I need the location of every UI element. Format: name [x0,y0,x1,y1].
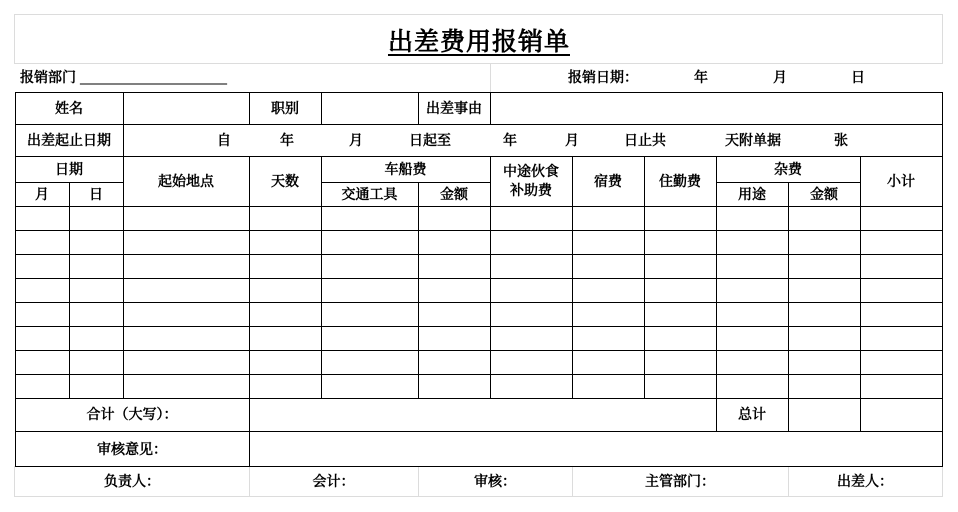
dept-blank[interactable]: _____________________ [80,69,227,85]
col-misc: 杂费 [774,162,802,178]
col-transport: 交通工具 [341,187,398,203]
sign-traveler: 出差人： [837,474,893,490]
period-sheets: 张 [834,133,848,149]
form-title: 出差费用报销单 [387,27,570,56]
col-duty: 住勤费 [659,174,701,190]
col-days: 天数 [271,174,299,190]
period-month2: 月 [565,133,579,149]
period-days-attach: 天附单据 [725,133,781,149]
sign-leader: 负责人： [104,474,160,490]
col-vehicle: 车船费 [384,162,427,178]
col-route: 起始地点 [158,174,214,190]
col-meal-line2: 补助费 [510,183,552,199]
date-day: 日 [851,70,865,86]
total-caps-label: 合计（大写）： [86,407,178,423]
reason-label: 出差事由 [426,101,482,117]
period-day-end: 日止共 [624,133,666,149]
col-purpose: 用途 [738,187,766,203]
period-from: 自 [217,133,231,149]
period-day-start: 日起至 [409,133,451,149]
date-month: 月 [773,70,787,86]
position-label: 职别 [271,101,299,117]
col-month: 月 [35,187,49,203]
sign-reviewer: 审核： [474,474,516,490]
dept-label: 报销部门 [20,70,76,86]
col-date: 日期 [55,162,83,178]
review-opinion-label: 审核意见： [97,442,167,458]
period-label: 出差起止日期 [27,133,111,149]
col-day: 日 [89,187,103,203]
period-month1: 月 [349,133,363,149]
col-amount-vehicle: 金额 [440,187,468,203]
date-year: 年 [694,70,708,86]
sign-supervisor-dept: 主管部门： [645,474,715,490]
col-amount-misc: 金额 [810,187,838,203]
period-year1: 年 [280,133,294,149]
total-label: 总计 [738,407,766,423]
col-lodging: 宿费 [594,174,622,190]
sign-accountant: 会计： [312,474,355,490]
period-year2: 年 [503,133,517,149]
col-meal-line1: 中途伙食 [503,164,559,180]
col-subtotal: 小计 [887,174,915,190]
date-label: 报销日期： [568,70,638,86]
name-label: 姓名 [55,101,83,117]
